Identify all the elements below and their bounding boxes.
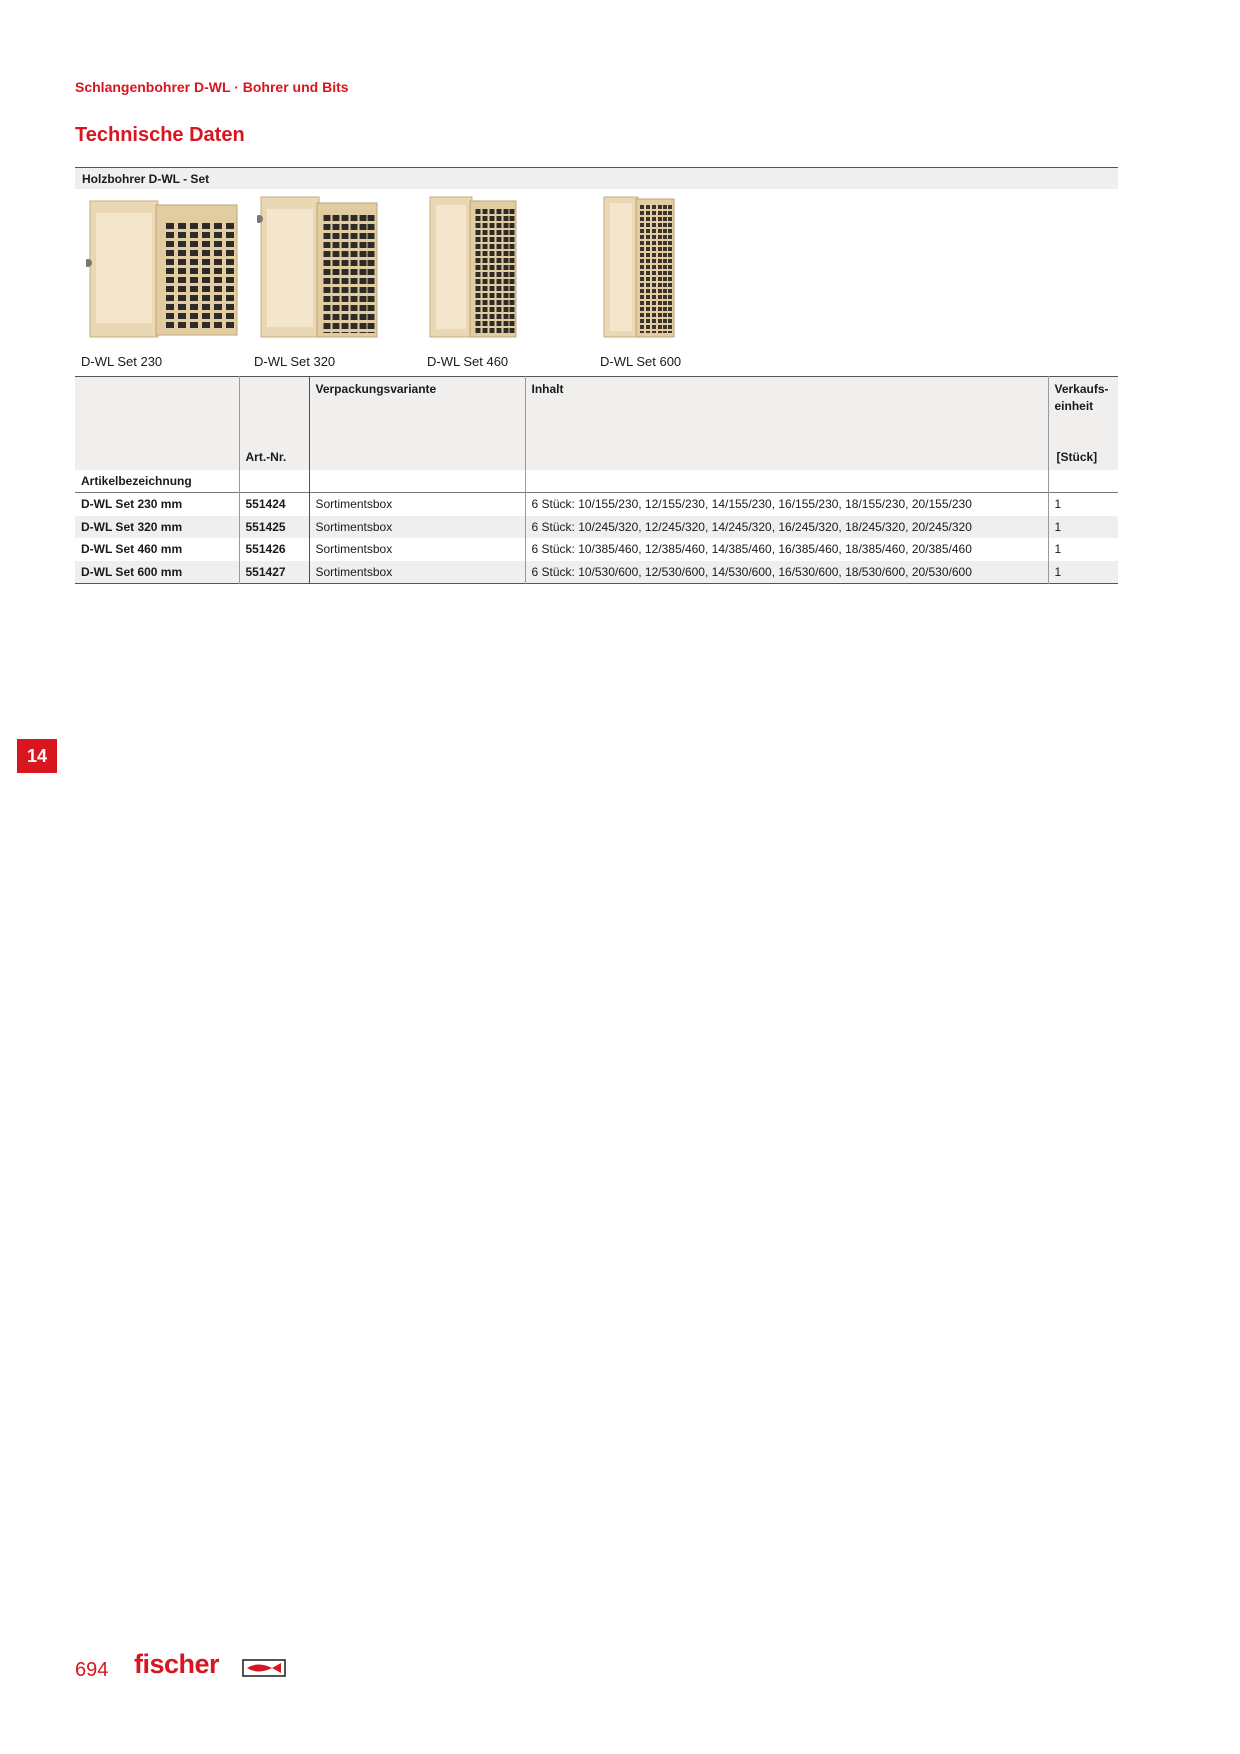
- header-blank: [75, 377, 239, 471]
- cell-art-nr: 551424: [239, 493, 309, 516]
- product-caption: D-WL Set 460: [427, 354, 509, 369]
- cell-content: 6 Stück: 10/385/460, 12/385/460, 14/385/460, 16/385/460, 18/385/460, 20/385/460: [525, 538, 1048, 561]
- cell-art-nr: 551425: [239, 516, 309, 539]
- cell-unit: 1: [1048, 516, 1118, 539]
- cell-unit: 1: [1048, 538, 1118, 561]
- cell-name: D-WL Set 320 mm: [75, 516, 239, 539]
- product-image-set-600: [598, 195, 678, 340]
- header-unit: [1048, 377, 1118, 471]
- table-row: [75, 516, 1118, 539]
- cell-unit: 1: [1048, 493, 1118, 516]
- cell-unit: 1: [1048, 561, 1118, 584]
- table-row: [75, 561, 1118, 584]
- cell-name: D-WL Set 230 mm: [81, 497, 183, 512]
- breadcrumb: Schlangenbohrer D-WL · Bohrer und Bits: [75, 79, 349, 95]
- subheader-blank: [239, 470, 309, 493]
- page-title: Technische Daten: [75, 124, 245, 146]
- cell-art-nr: 551426: [239, 538, 309, 561]
- product-caption: D-WL Set 320: [254, 354, 336, 369]
- brand-logo: fischer: [134, 1649, 220, 1679]
- section-title: Holzbohrer D-WL - Set: [82, 172, 210, 186]
- cell-packaging: Sortimentsbox: [309, 538, 525, 561]
- cell-packaging: Sortimentsbox: [309, 493, 525, 516]
- header-packaging: Verpackungsvariante: [309, 377, 525, 471]
- cell-art-nr: 551427: [239, 561, 309, 584]
- cell-content: 6 Stück: 10/245/320, 12/245/320, 14/245/320, 16/245/320, 18/245/320, 20/245/320: [525, 516, 1048, 539]
- fish-logo-icon: [242, 1659, 286, 1682]
- cell-content: 6 Stück: 10/155/230, 12/155/230, 14/155/230, 16/155/230, 18/155/230, 20/155/230: [525, 493, 1048, 516]
- table-subheader-row: [75, 470, 1118, 493]
- cell-name: D-WL Set 600 mm: [75, 561, 239, 584]
- header-unit-suffix: [Stück]: [1056, 450, 1098, 464]
- product-image-set-460: [426, 195, 521, 340]
- product-caption: D-WL Set 230: [81, 354, 163, 369]
- table-row: [75, 493, 1118, 516]
- cell-packaging: Sortimentsbox: [309, 516, 525, 539]
- product-image-set-230: [86, 195, 241, 340]
- chapter-tab: 14: [17, 739, 57, 773]
- header-unit-line2: einheit: [1054, 399, 1094, 413]
- cell-name: D-WL Set 460 mm: [81, 542, 183, 557]
- subheader-blank: [1048, 470, 1118, 493]
- cell-content: 6 Stück: 10/530/600, 12/530/600, 14/530/600, 16/530/600, 18/530/600, 20/530/600: [525, 561, 1048, 584]
- product-image-set-320: [257, 195, 382, 340]
- header-unit-line1: Verkaufs-: [1054, 382, 1109, 396]
- table-row: [75, 538, 1118, 561]
- page-number: 694: [75, 1659, 109, 1681]
- cell-packaging: Sortimentsbox: [309, 561, 525, 584]
- header-art-nr: Art.-Nr.: [239, 377, 309, 471]
- product-caption: D-WL Set 600: [600, 354, 682, 369]
- subheader-blank: [525, 470, 1048, 493]
- spec-table: [75, 376, 1118, 584]
- header-content: Inhalt: [525, 377, 1048, 471]
- header-name: Artikelbezeichnung: [81, 474, 192, 488]
- table-header-row: [75, 377, 1118, 471]
- section-header: [75, 167, 1118, 189]
- subheader-blank: [309, 470, 525, 493]
